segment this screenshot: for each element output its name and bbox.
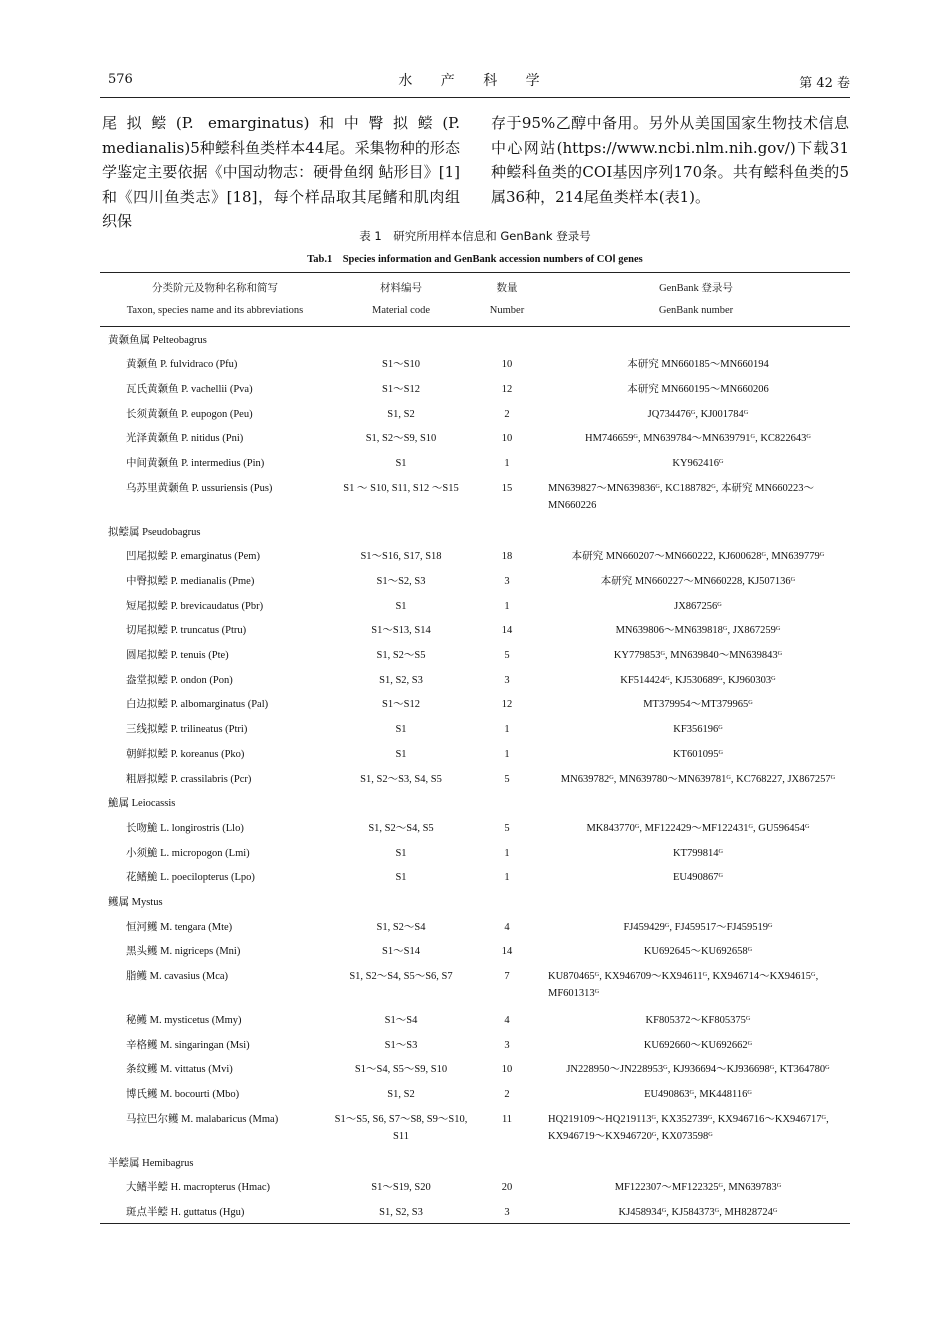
material-code-cell: S1, S2, S3 <box>379 674 423 686</box>
table-row <box>100 1056 850 1081</box>
material-code-cell: S1～S10 <box>382 359 420 371</box>
number-cell: 1 <box>504 457 510 469</box>
species-name-cell: 秘鳠 M. mysticetus (Mmy) <box>126 1015 242 1026</box>
material-code-cell: S1, S2～S4 <box>376 921 426 933</box>
number-cell: 5 <box>504 773 510 785</box>
material-code-cell: S1 <box>395 457 407 469</box>
genus-row <box>100 519 850 544</box>
number-cell: 4 <box>504 1015 510 1026</box>
species-name-cell: 切尾拟鲿 P. truncatus (Ptru) <box>126 625 247 637</box>
number-cell: 3 <box>472 1199 542 1224</box>
genbank-cell: FJ459429ᴳ, FJ459517～FJ459519ᴳ <box>623 921 773 933</box>
number-cell: 18 <box>501 551 513 563</box>
material-code-cell: S1, S2～S4, S5 <box>368 822 434 834</box>
material-code-cell: S1 <box>395 872 407 884</box>
species-name-cell: 瓦氏黄颡鱼 P. vachellii (Pva) <box>126 383 253 395</box>
material-code-cell: S1 <box>395 847 407 859</box>
table-row <box>100 766 850 791</box>
genbank-cell: MN639782ᴳ, MN639780～MN639781ᴳ, KC768227, JX867257ᴳ <box>560 773 836 785</box>
genus-row <box>100 327 850 352</box>
material-code-cell: S1～S5, S6, S7～S8, S9～S10, S11 <box>334 1113 468 1142</box>
table-row <box>100 840 850 865</box>
header-genbank-cn: GenBank 登录号 <box>659 283 733 294</box>
number-cell: 5 <box>504 822 510 834</box>
genbank-cell: JN228950～JN228953ᴳ, KJ936694～KJ936698ᴳ, KT364780ᴳ <box>566 1064 830 1076</box>
species-name-cell: 短尾拟鲿 P. brevicaudatus (Pbr) <box>126 600 264 612</box>
species-name-cell: 长吻鮠 L. longirostris (Llo) <box>126 822 244 834</box>
table-row <box>100 351 850 376</box>
genbank-cell: 本研究 MN660185～MN660194 <box>627 359 769 371</box>
genbank-cell: JX867256ᴳ <box>674 600 722 612</box>
species-name-cell: 三线拟鲿 P. trilineatus (Ptri) <box>126 724 248 736</box>
number-cell: 14 <box>501 946 513 958</box>
genbank-cell: KF514424ᴳ, KJ530689ᴳ, KJ960303ᴳ <box>620 674 776 686</box>
genbank-cell: KT799814ᴳ <box>672 847 724 859</box>
table-row <box>100 741 850 766</box>
number-cell: 20 <box>501 1182 513 1194</box>
species-name-cell: 凹尾拟鲿 P. emarginatus (Pem) <box>126 551 260 563</box>
table-row <box>100 864 850 889</box>
table-caption-en: Tab.1 Species information and GenBank accession numbers of COⅠ genes <box>307 254 643 265</box>
table-row <box>100 401 850 426</box>
material-code-cell: S1 <box>395 600 407 612</box>
material-code-cell: S1 <box>395 748 407 760</box>
header-genbank-en: GenBank number <box>542 300 850 327</box>
species-name-cell: 大鳍半鲿 H. macropterus (Hmac) <box>126 1182 271 1194</box>
material-code-cell: S1, S2～S4, S5～S6, S7 <box>349 971 453 982</box>
genus-row <box>100 790 850 815</box>
header-code-en: Material code <box>330 300 472 327</box>
genus-label: 拟鲿属 Pseudobagrus <box>108 526 201 538</box>
species-name-cell: 条纹鳠 M. vittatus (Mvi) <box>126 1064 233 1076</box>
table-row <box>100 1199 850 1224</box>
body-text-column-left: 尾拟鲿(P. emarginatus)和中臀拟鲿(P. medianalis)5种鲿科鱼类样本44尾。采集物种的形态学鉴定主要依据《中国动物志：硬骨鱼纲 鲇形目》[1]和《四川鱼类志》[18]，每个样品取其尾鳍和肌肉组织保 <box>102 114 460 230</box>
header-taxon-en: Taxon, species name and its abbreviations <box>100 300 330 327</box>
table-row <box>100 617 850 642</box>
genus-label: 半鲿属 Hemibagrus <box>108 1157 194 1169</box>
species-name-cell: 中臀拟鲿 P. medianalis (Pme) <box>126 576 255 587</box>
genus-row <box>100 1150 850 1175</box>
header-rule <box>100 97 850 98</box>
genbank-cell: MN639827～MN639836ᴳ, KC188782ᴳ, 本研究 MN660223～MN660226 <box>548 482 815 511</box>
genbank-cell: KU692660～KU692662ᴳ <box>643 1039 753 1051</box>
running-header <box>100 72 850 92</box>
journal-title: 水 产 科 学 <box>398 73 552 89</box>
table-body <box>100 327 850 1224</box>
number-cell: 15 <box>501 482 513 494</box>
table-row <box>100 1032 850 1057</box>
material-code-cell: S1～S12 <box>382 699 420 711</box>
genbank-cell: KY779853ᴳ, MN639840～MN639843ᴳ <box>613 650 783 662</box>
species-name-cell: 朝鲜拟鲿 P. koreanus (Pko) <box>126 748 245 760</box>
number-cell: 3 <box>504 1039 510 1051</box>
table-caption-cn: 表 1 研究所用样本信息和 GenBank 登录号 <box>359 229 591 243</box>
page-number: 576 <box>108 72 133 87</box>
material-code-cell: S1～S4, S5～S9, S10 <box>354 1064 448 1076</box>
table-row <box>100 642 850 667</box>
genbank-cell: KF805372～KF805375ᴳ <box>645 1015 751 1026</box>
number-cell: 1 <box>504 847 510 859</box>
species-name-cell: 长须黄颡鱼 P. eupogon (Peu) <box>126 408 253 420</box>
number-cell: 7 <box>504 971 510 982</box>
material-code-cell: S1, S2～S9, S10 <box>365 433 437 445</box>
genus-label: 鮠属 Leiocassis <box>108 798 176 810</box>
material-code-cell: S1, S2 <box>387 408 415 420</box>
number-cell: 2 <box>504 408 510 420</box>
number-cell: 1 <box>504 748 510 760</box>
species-name-cell: 乌苏里黄颡鱼 P. ussuriensis (Pus) <box>126 482 273 494</box>
number-cell: 12 <box>501 699 513 711</box>
number-cell: 11 <box>501 1113 513 1125</box>
material-code-cell: S1～S14 <box>382 946 420 958</box>
number-cell: 2 <box>504 1089 510 1101</box>
number-cell: 12 <box>501 383 513 395</box>
volume-label: 第 42 卷 <box>799 76 850 91</box>
species-name-cell: 黄颡鱼 P. fulvidraco (Pfu) <box>126 359 238 371</box>
number-cell: 10 <box>501 1064 513 1076</box>
genbank-cell: KU692645～KU692658ᴳ <box>643 946 753 958</box>
number-cell: 3 <box>504 576 510 587</box>
material-code-cell: S1, S2, S3 <box>330 1199 472 1224</box>
genbank-cell: EU490863ᴳ, MK448116ᴳ <box>644 1089 752 1101</box>
table-row <box>100 963 850 1007</box>
species-name-cell: 马拉巴尔鳠 M. malabaricus (Mma) <box>126 1113 279 1125</box>
material-code-cell: S1～S4 <box>384 1015 418 1026</box>
header-number-en: Number <box>472 300 542 327</box>
table-row <box>100 376 850 401</box>
genbank-cell: KY962416ᴳ <box>672 457 724 469</box>
species-name-cell: 白边拟鲿 P. albomarginatus (Pal) <box>126 699 269 711</box>
header-code-cn: 材料编号 <box>380 283 422 294</box>
number-cell: 5 <box>504 650 510 662</box>
material-code-cell: S1～S3 <box>384 1039 418 1051</box>
number-cell: 1 <box>504 872 510 884</box>
table-row <box>100 938 850 963</box>
number-cell: 4 <box>504 921 510 933</box>
genbank-cell: 本研究 MN660227～MN660228, KJ507136ᴳ <box>600 576 796 587</box>
table-row <box>100 425 850 450</box>
species-name-cell: 粗唇拟鲿 P. crassilabris (Pcr) <box>126 773 252 785</box>
table-row <box>100 593 850 618</box>
genbank-cell: KU870465ᴳ, KX946709～KX94611ᴳ, KX946714～KX94615ᴳ, MF601313ᴳ <box>548 971 819 999</box>
material-code-cell: S1～S2, S3 <box>376 576 426 587</box>
table-row <box>100 450 850 475</box>
number-cell: 1 <box>504 724 510 736</box>
species-name-cell: 黑头鳠 M. nigriceps (Mni) <box>126 946 241 958</box>
genbank-cell: MK843770ᴳ, MF122429～MF122431ᴳ, GU596454ᴳ <box>586 822 810 834</box>
genbank-cell: MF122307～MF122325ᴳ, MN639783ᴳ <box>614 1182 782 1194</box>
species-table <box>100 276 850 1224</box>
table-row <box>100 568 850 593</box>
genus-label: 黄颡鱼属 Pelteobagrus <box>108 335 207 346</box>
material-code-cell: S1～S12 <box>382 383 420 395</box>
species-name-cell: 花鳍鮠 L. poecilopterus (Lpo) <box>126 872 255 884</box>
table-row <box>100 815 850 840</box>
table-row <box>100 667 850 692</box>
species-name-cell: 圆尾拟鲿 P. tenuis (Pte) <box>126 650 229 662</box>
genbank-cell: 本研究 MN660207～MN660222, KJ600628ᴳ, MN639779ᴳ <box>571 551 825 563</box>
material-code-cell: S1 ～ S10, S11, S12 ～S15 <box>343 482 459 494</box>
genbank-cell: KJ458934ᴳ, KJ584373ᴳ, MH828724ᴳ <box>542 1199 850 1224</box>
header-taxon-cn: 分类阶元及物种名称和简写 <box>152 283 278 294</box>
table-row <box>100 475 850 519</box>
genbank-cell: HQ219109～HQ219113ᴳ, KX352739ᴳ, KX946716～KX946717ᴳ, KX946719～KX946720ᴳ, KX073598ᴳ <box>548 1113 829 1142</box>
genbank-cell: MN639806～MN639818ᴳ, JX867259ᴳ <box>615 625 781 637</box>
table-row <box>100 1174 850 1199</box>
header-number-cn: 数量 <box>496 283 518 294</box>
table-top-rule <box>100 272 850 273</box>
genbank-cell: HM746659ᴳ, MN639784～MN639791ᴳ, KC822643ᴳ <box>585 433 811 445</box>
number-cell: 14 <box>501 625 513 637</box>
table-row <box>100 914 850 939</box>
species-name-cell: 盎堂拟鲿 P. ondon (Pon) <box>126 674 233 686</box>
genbank-cell: MT379954～MT379965ᴳ <box>643 699 753 711</box>
species-name-cell: 小须鮠 L. micropogon (Lmi) <box>126 847 250 859</box>
species-name-cell: 光泽黄颡鱼 P. nitidus (Pni) <box>126 433 244 445</box>
number-cell: 1 <box>504 600 510 612</box>
genbank-cell: KF356196ᴳ <box>673 724 723 736</box>
table-row <box>100 543 850 568</box>
table-row <box>100 691 850 716</box>
number-cell: 10 <box>501 359 513 371</box>
species-name-cell: 辛格鳠 M. singaringan (Msi) <box>126 1039 250 1051</box>
number-cell: 10 <box>501 433 513 445</box>
material-code-cell: S1～S16, S17, S18 <box>360 551 442 563</box>
material-code-cell: S1 <box>395 724 407 736</box>
material-code-cell: S1, S2～S5 <box>376 650 426 662</box>
species-name-cell: 脂鳠 M. cavasius (Mca) <box>126 971 229 982</box>
table-row <box>100 1106 850 1150</box>
genbank-cell: JQ734476ᴳ, KJ001784ᴳ <box>647 408 749 420</box>
table-row <box>100 1007 850 1032</box>
genbank-cell: EU490867ᴳ <box>672 872 724 884</box>
material-code-cell: S1, S2 <box>387 1089 415 1101</box>
material-code-cell: S1, S2～S3, S4, S5 <box>360 773 442 785</box>
material-code-cell: S1～S13, S14 <box>371 625 431 637</box>
species-name-cell: 恒河鳠 M. tengara (Mte) <box>126 921 233 933</box>
genbank-cell: KT601095ᴳ <box>672 748 724 760</box>
species-name-cell: 中间黄颡鱼 P. intermedius (Pin) <box>126 457 265 469</box>
genbank-cell: 本研究 MN660195～MN660206 <box>627 383 769 395</box>
body-text-column-right: 存于95%乙醇中备用。另外从美国国家生物技术信息中心网站(https://www.ncbi.nlm.nih.gov/)下载31种鲿科鱼类的COⅠ基因序列170条。共有鲿科鱼类的5属36种，214尾鱼类样本(表1)。 <box>491 114 849 206</box>
number-cell: 3 <box>504 674 510 686</box>
material-code-cell: S1～S19, S20 <box>371 1182 431 1194</box>
table-row <box>100 716 850 741</box>
species-name-cell: 斑点半鲿 H. guttatus (Hgu) <box>100 1199 330 1224</box>
species-name-cell: 博氏鳠 M. bocourti (Mbo) <box>126 1089 240 1101</box>
genus-label: 鳠属 Mystus <box>108 896 163 908</box>
genus-row <box>100 889 850 914</box>
table-row <box>100 1081 850 1106</box>
